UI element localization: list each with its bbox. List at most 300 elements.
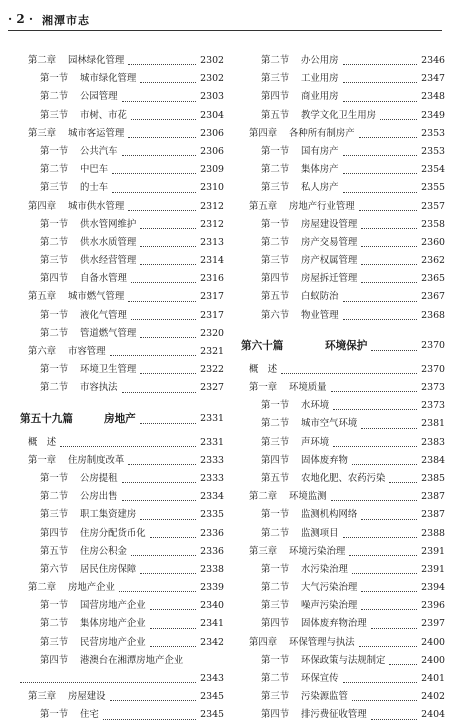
toc-entry-title: 居民住房保障 xyxy=(80,563,137,575)
toc-entry-title: 工业用房 xyxy=(301,73,339,85)
toc-entry-title: 住宅 xyxy=(80,709,99,721)
toc-entry-section xyxy=(20,252,224,270)
toc-entry-section xyxy=(20,88,224,106)
toc-entry-label: 第四节 xyxy=(261,709,290,721)
toc-entry-label: 第三章 xyxy=(28,691,57,703)
toc-entry-section xyxy=(20,488,224,506)
toc-entry-section xyxy=(20,70,224,88)
toc-entry-label: 第四章 xyxy=(249,127,278,139)
toc-entry-page-number: 2306 xyxy=(198,143,224,161)
toc-entry-title: 房地产 xyxy=(104,412,136,425)
dot-leader xyxy=(122,379,196,392)
toc-entry-section xyxy=(241,70,445,88)
toc-entry-section xyxy=(241,525,445,543)
toc-entry-section xyxy=(20,706,224,724)
dot-leader xyxy=(343,88,417,101)
toc-entry-page-number: 2353 xyxy=(419,125,445,143)
toc-entry-title: 噪声污染治理 xyxy=(301,600,358,612)
toc-entry-title: 市树、市花 xyxy=(80,109,127,121)
toc-entry-label: 概 述 xyxy=(28,436,57,448)
toc-entry-page-number: 2312 xyxy=(198,216,224,234)
toc-entry-section xyxy=(241,307,445,325)
toc-entry-title: 白蚁防治 xyxy=(301,291,339,303)
dot-leader xyxy=(140,216,196,229)
toc-entry-label: 第四章 xyxy=(28,200,57,212)
dot-leader xyxy=(150,525,196,538)
toc-entry-section xyxy=(20,597,224,615)
toc-entry-section xyxy=(241,506,445,524)
dot-leader xyxy=(343,161,417,174)
dot-leader xyxy=(140,252,196,265)
toc-entry-page-number: 2306 xyxy=(198,125,224,143)
toc-entry-title: 固体废弃物治理 xyxy=(301,618,367,630)
toc-entry-title: 管道燃气管理 xyxy=(80,327,137,339)
dot-leader xyxy=(103,706,196,719)
toc-entry-label: 第一节 xyxy=(40,709,69,721)
dot-leader xyxy=(361,234,417,247)
toc-entry-title: 国有房产 xyxy=(301,145,339,157)
toc-entry-title: 城市供水管理 xyxy=(68,200,125,212)
toc-entry-page-number: 2333 xyxy=(198,470,224,488)
toc-entry-label: 第三节 xyxy=(40,255,69,267)
toc-entry-page-number: 2367 xyxy=(419,288,445,306)
toc-entry-section xyxy=(20,506,224,524)
toc-entry-section xyxy=(241,415,445,433)
dot-leader xyxy=(128,452,196,465)
dot-leader xyxy=(112,161,196,174)
toc-entry-section xyxy=(20,325,224,343)
toc-entry-page-number: 2400 xyxy=(419,634,445,652)
toc-entry-section xyxy=(241,107,445,125)
toc-entry-label: 第三节 xyxy=(40,509,69,521)
toc-entry-label: 第三节 xyxy=(261,436,290,448)
dot-leader xyxy=(331,488,417,501)
toc-column-left xyxy=(20,52,224,725)
toc-entry-label: 第二节 xyxy=(40,91,69,103)
toc-entry-title: 港澳台在湘潭房地产企业 xyxy=(80,654,184,666)
dot-leader xyxy=(371,333,417,351)
toc-entry-label: 第一节 xyxy=(261,654,290,666)
toc-entry-page-number: 2341 xyxy=(198,615,224,633)
dot-leader xyxy=(122,143,196,156)
toc-entry-title: 声环境 xyxy=(301,436,330,448)
toc-entry-part xyxy=(241,333,445,359)
toc-entry-title: 教学文化卫生用房 xyxy=(301,109,377,121)
toc-entry-page-number: 2336 xyxy=(198,543,224,561)
dot-leader xyxy=(140,561,196,574)
toc-entry-label: 第三节 xyxy=(40,109,69,121)
toc-entry-page-number: 2355 xyxy=(419,179,445,197)
toc-entry-section xyxy=(20,379,224,397)
dot-leader xyxy=(110,688,196,701)
dot-leader xyxy=(361,252,417,265)
toc-entry-label: 第五节 xyxy=(261,109,290,121)
toc-entry-label: 第二节 xyxy=(261,418,290,430)
toc-entry-label: 第三章 xyxy=(249,545,278,557)
dot-leader xyxy=(110,343,196,356)
toc-entry-page-number: 2383 xyxy=(419,434,445,452)
dot-leader xyxy=(359,634,417,647)
toc-entry-label: 第一节 xyxy=(261,400,290,412)
toc-entry-page-number: 2345 xyxy=(198,706,224,724)
dot-leader xyxy=(371,706,417,719)
toc-entry-page-number: 2396 xyxy=(419,597,445,615)
toc-entry-title: 房屋拆迁管理 xyxy=(301,273,358,285)
toc-entry-section xyxy=(241,670,445,688)
dot-leader xyxy=(361,216,417,229)
toc-entry-page-number: 2317 xyxy=(198,307,224,325)
toc-entry-label: 第二节 xyxy=(40,382,69,394)
toc-entry-title: 房产交易管理 xyxy=(301,236,358,248)
toc-entry-page-number: 2316 xyxy=(198,270,224,288)
toc-entry-label: 第二章 xyxy=(28,55,57,66)
toc-entry-page-number: 2346 xyxy=(419,52,445,70)
dot-leader xyxy=(122,488,196,501)
toc-entry-page-number: 2302 xyxy=(198,52,224,70)
toc-entry-chapter xyxy=(241,379,445,397)
toc-entry-title: 大气污染治理 xyxy=(301,582,358,594)
toc-entry-title: 物业管理 xyxy=(301,309,339,321)
toc-entry-chapter xyxy=(20,579,224,597)
toc-entry-page-number: 2391 xyxy=(419,543,445,561)
toc-entry-label: 第一节 xyxy=(40,600,69,612)
toc-entry-label: 第一节 xyxy=(261,509,290,521)
dot-leader xyxy=(361,579,417,592)
dot-leader xyxy=(281,361,417,374)
toc-entry-page-number: 2303 xyxy=(198,88,224,106)
toc-entry-page-number: 2391 xyxy=(419,561,445,579)
toc-entry-section xyxy=(20,179,224,197)
toc-entry-page-number: 2321 xyxy=(198,343,224,361)
toc-entry-section xyxy=(20,234,224,252)
toc-entry-section xyxy=(20,143,224,161)
toc-entry-title: 供水水质管理 xyxy=(80,236,137,248)
toc-entry-label: 第三节 xyxy=(261,691,290,703)
toc-entry-page-number: 2342 xyxy=(198,634,224,652)
toc-entry-label: 第二节 xyxy=(40,236,69,248)
dot-leader xyxy=(331,379,417,392)
toc-entry-title: 中巴车 xyxy=(80,164,109,176)
dot-leader xyxy=(361,270,417,283)
toc-entry-label: 第三节 xyxy=(40,636,69,648)
toc-entry-section xyxy=(20,525,224,543)
toc-entry-title: 私人房产 xyxy=(301,182,339,194)
toc-entry-title: 住房制度改革 xyxy=(68,454,125,466)
toc-entry-label: 第六章 xyxy=(28,346,57,357)
toc-entry-label: 第一节 xyxy=(261,563,290,575)
toc-entry-title: 房屋建设 xyxy=(68,691,106,703)
toc-entry-section xyxy=(20,307,224,325)
toc-entry-title: 市容管理 xyxy=(68,346,106,357)
toc-entry-section xyxy=(20,470,224,488)
toc-entry-overview xyxy=(241,361,445,379)
toc-entry-title: 住房分配货币化 xyxy=(80,527,146,539)
dot-leader xyxy=(131,107,196,120)
dot-leader xyxy=(359,125,417,138)
toc-entry-label: 第一节 xyxy=(40,145,69,157)
toc-entry-section xyxy=(241,270,445,288)
toc-entry-section xyxy=(241,252,445,270)
toc-entry-page-number: 2340 xyxy=(198,597,224,615)
toc-entry-page-number: 2387 xyxy=(419,506,445,524)
toc-entry-label: 第五章 xyxy=(249,200,278,212)
toc-entry-chapter xyxy=(241,634,445,652)
toc-entry-title: 监测项目 xyxy=(301,527,339,539)
toc-entry-page-number: 2348 xyxy=(419,88,445,106)
toc-entry-label: 第一章 xyxy=(249,382,278,393)
dot-leader xyxy=(389,652,417,665)
toc-entry-page-number: 2385 xyxy=(419,470,445,488)
toc-entry-section xyxy=(20,615,224,633)
toc-entry-section xyxy=(241,397,445,415)
dot-leader xyxy=(128,52,196,65)
toc-entry-label: 第一节 xyxy=(40,73,69,85)
toc-entry-section xyxy=(241,434,445,452)
book-title: 湘潭市志 xyxy=(42,14,90,27)
toc-entry-label: 第三节 xyxy=(261,182,290,194)
toc-entry-title: 商业用房 xyxy=(301,91,339,103)
toc-entry-label: 第四章 xyxy=(249,636,278,648)
dot-leader xyxy=(128,198,196,211)
toc-entry-title: 环境污染治理 xyxy=(289,545,346,557)
toc-entry-title: 房地产企业 xyxy=(68,582,115,594)
toc-entry-section xyxy=(241,234,445,252)
toc-entry-label: 第二节 xyxy=(261,55,290,66)
toc-entry-page-number: 2349 xyxy=(419,107,445,125)
toc-entry-page-number: 2302 xyxy=(198,70,224,88)
toc-entry-label: 第五章 xyxy=(28,291,57,303)
toc-entry-page-number: 2358 xyxy=(419,216,445,234)
toc-entry-section xyxy=(241,652,445,670)
dot-leader xyxy=(380,107,417,120)
toc-entry-title: 的士车 xyxy=(80,182,109,194)
toc-entry-section xyxy=(241,179,445,197)
toc-entry-chapter xyxy=(20,125,224,143)
toc-entry-page-number: 2354 xyxy=(419,161,445,179)
dot-leader xyxy=(150,634,196,647)
toc-entry-label: 第二章 xyxy=(28,582,57,594)
toc-entry-page-number: 2400 xyxy=(419,652,445,670)
toc-entry-page-number: 2312 xyxy=(198,198,224,216)
toc-entry-page-number: 2331 xyxy=(198,434,224,452)
toc-entry-label: 第五节 xyxy=(261,472,290,484)
toc-entry-label: 第二节 xyxy=(40,491,69,503)
toc-entry-page-number: 2320 xyxy=(198,325,224,343)
toc-entry-label: 第四节 xyxy=(261,91,290,103)
toc-entry-title: 房屋建设管理 xyxy=(301,218,358,230)
dot-leader xyxy=(359,198,417,211)
toc-entry-label: 第二节 xyxy=(261,527,290,539)
toc-entry-title: 供水管网维护 xyxy=(80,218,137,230)
toc-entry-chapter xyxy=(241,198,445,216)
toc-entry-label: 概 述 xyxy=(249,363,278,375)
toc-entry-label: 第一章 xyxy=(28,454,57,466)
toc-entry-page-number: 2338 xyxy=(198,561,224,579)
dot-leader xyxy=(361,506,417,519)
toc-entry-section xyxy=(241,52,445,70)
toc-entry-page-number: 2402 xyxy=(419,688,445,706)
toc-entry-label: 第一节 xyxy=(40,472,69,484)
toc-entry-page-number: 2336 xyxy=(198,525,224,543)
toc-entry-title: 城市客运管理 xyxy=(68,127,125,139)
toc-entry-label: 第二节 xyxy=(261,582,290,594)
toc-entry-section xyxy=(241,615,445,633)
dot-leader xyxy=(140,506,196,519)
toc-entry-title: 园林绿化管理 xyxy=(68,55,125,66)
dot-leader xyxy=(349,543,417,556)
toc-entry-page-number: 2362 xyxy=(419,252,445,270)
dot-leader xyxy=(122,88,196,101)
dot-leader xyxy=(352,452,417,465)
toc-entry-title: 城市空气环境 xyxy=(301,418,358,430)
toc-entry-title: 国营房地产企业 xyxy=(80,600,146,612)
toc-entry-chapter xyxy=(20,343,224,361)
dot-leader xyxy=(140,406,196,424)
toc-entry-chapter xyxy=(20,688,224,706)
toc-entry-overview xyxy=(20,434,224,452)
toc-entry-label: 第六十篇 xyxy=(241,339,284,352)
toc-entry-section xyxy=(241,452,445,470)
toc-entry-page-number: 2357 xyxy=(419,198,445,216)
toc-entry-section xyxy=(20,543,224,561)
toc-entry-title: 住房公积金 xyxy=(80,545,127,557)
dot-leader xyxy=(361,415,417,428)
toc-entry-title: 环境质量 xyxy=(289,382,327,393)
toc-entry-title: 供水经营管理 xyxy=(80,255,137,267)
toc-entry-page-number: 2334 xyxy=(198,488,224,506)
dot-leader xyxy=(371,615,417,628)
toc-entry-title: 城市绿化管理 xyxy=(80,73,137,85)
toc-entry-label: 第三节 xyxy=(261,255,290,267)
toc-entry-section xyxy=(241,470,445,488)
toc-entry-cont xyxy=(20,670,224,688)
toc-entry-page-number: 2347 xyxy=(419,70,445,88)
toc-entry-page-number: 2313 xyxy=(198,234,224,252)
dot-leader xyxy=(343,143,417,156)
dot-leader xyxy=(343,525,417,538)
toc-entry-page-number: 2345 xyxy=(198,688,224,706)
dot-leader xyxy=(131,543,196,556)
toc-entry-page-number: 2387 xyxy=(419,488,445,506)
toc-entry-label: 第六节 xyxy=(261,309,290,321)
toc-entry-page-number: 2333 xyxy=(198,452,224,470)
toc-entry-title: 环境保护 xyxy=(325,339,368,352)
toc-entry-page-number: 2404 xyxy=(419,706,445,724)
toc-entry-page-number: 2353 xyxy=(419,143,445,161)
toc-entry-page-number: 2368 xyxy=(419,307,445,325)
toc-entry-label: 第四节 xyxy=(40,273,69,285)
toc-entry-section xyxy=(20,107,224,125)
toc-entry-section xyxy=(241,706,445,724)
toc-entry-page-number: 2384 xyxy=(419,452,445,470)
toc-entry-page-number: 2331 xyxy=(198,406,224,432)
dot-leader xyxy=(352,688,417,701)
toc-entry-title: 监测机构网络 xyxy=(301,509,358,521)
toc-entry-page-number: 2360 xyxy=(419,234,445,252)
toc-entry-label: 第四节 xyxy=(261,454,290,466)
toc-entry-page-number: 2397 xyxy=(419,615,445,633)
toc-entry-section xyxy=(20,561,224,579)
dot-leader xyxy=(343,288,417,301)
toc-entry-label: 第一节 xyxy=(261,218,290,230)
toc-entry-page-number: 2373 xyxy=(419,397,445,415)
toc-entry-title: 环境监测 xyxy=(289,491,327,503)
dot-leader xyxy=(150,615,196,628)
toc-entry-chapter xyxy=(241,125,445,143)
dot-leader xyxy=(389,470,417,483)
toc-entry-page-number: 2388 xyxy=(419,525,445,543)
dot-leader xyxy=(343,670,417,683)
toc-entry-label: 第二章 xyxy=(249,491,278,503)
dot-leader xyxy=(20,670,196,683)
toc-entry-section xyxy=(241,88,445,106)
dot-leader xyxy=(352,561,417,574)
toc-entry-page-number: 2304 xyxy=(198,107,224,125)
toc-entry-title: 房产权属管理 xyxy=(301,255,358,267)
toc-entry-page-number: 2322 xyxy=(198,361,224,379)
toc-entry-label: 第二节 xyxy=(261,164,290,176)
toc-entry-section xyxy=(241,579,445,597)
dot-leader xyxy=(361,597,417,610)
dot-leader xyxy=(112,179,196,192)
dot-leader xyxy=(343,52,417,65)
toc-entry-label: 第二节 xyxy=(261,673,290,684)
toc-entry-title: 公园管理 xyxy=(80,91,118,103)
toc-entry-title: 市容执法 xyxy=(80,382,118,394)
toc-entry-label: 第三节 xyxy=(261,600,290,612)
toc-entry-title: 集体房产 xyxy=(301,164,339,176)
toc-entry-title: 公房提租 xyxy=(80,472,118,484)
toc-entry-page-number: 2381 xyxy=(419,415,445,433)
toc-entry-title: 公共汽车 xyxy=(80,145,118,157)
header-rule xyxy=(8,30,442,31)
toc-entry-page-number: 2310 xyxy=(198,179,224,197)
toc-entry-label: 第二节 xyxy=(40,164,69,176)
toc-entry-title: 固体废弃物 xyxy=(301,454,348,466)
toc-entry-page-number: 2335 xyxy=(198,506,224,524)
toc-entry-label: 第三节 xyxy=(261,73,290,85)
toc-entry-title: 水污染治理 xyxy=(301,563,348,575)
toc-entry-label: 第二节 xyxy=(261,236,290,248)
dot-leader xyxy=(343,307,417,320)
dot-leader xyxy=(343,70,417,83)
dot-leader xyxy=(128,288,196,301)
toc-column-right xyxy=(241,52,445,725)
toc-entry-page-number: 2365 xyxy=(419,270,445,288)
toc-entry-label: 第四节 xyxy=(261,273,290,285)
dot-leader xyxy=(343,179,417,192)
toc-entry-chapter xyxy=(20,452,224,470)
toc-entry-chapter xyxy=(20,288,224,306)
dot-leader xyxy=(140,234,196,247)
toc-entry-section xyxy=(20,216,224,234)
toc-entry-title: 环境卫生管理 xyxy=(80,364,137,376)
dot-leader xyxy=(333,434,417,447)
toc-entry-label: 第三节 xyxy=(40,182,69,194)
toc-entry-title: 职工集资建房 xyxy=(80,509,137,521)
toc-entry-section xyxy=(241,561,445,579)
toc-entry-page-number: 2327 xyxy=(198,379,224,397)
dot-leader xyxy=(119,579,196,592)
toc-entry-section xyxy=(20,652,224,670)
dot-leader xyxy=(140,361,196,374)
toc-entry-label: 第五节 xyxy=(261,291,290,303)
toc-entry-title: 自备水管理 xyxy=(80,273,127,285)
toc-entry-label: 第一节 xyxy=(261,145,290,157)
toc-entry-chapter xyxy=(241,488,445,506)
toc-entry-title: 环保宣传 xyxy=(301,673,339,684)
dot-leader xyxy=(150,597,196,610)
